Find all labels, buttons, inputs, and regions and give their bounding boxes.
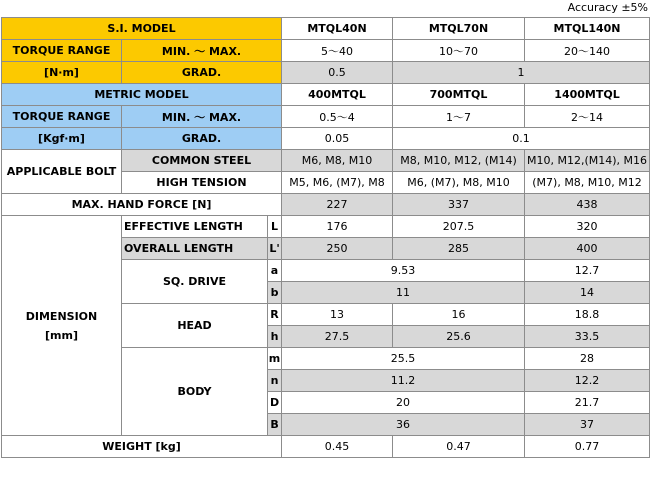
head-label: HEAD bbox=[122, 304, 268, 348]
spec-table bbox=[1, 17, 650, 458]
overall-length-140: 400 bbox=[525, 238, 650, 260]
overall-length-symbol: L' bbox=[268, 238, 282, 260]
si-grad-label: GRAD. bbox=[122, 62, 282, 84]
hand-force-40: 227 bbox=[282, 194, 393, 216]
si-minmax-140: 20～140 bbox=[525, 40, 650, 62]
head-R-40: 13 bbox=[282, 304, 393, 326]
metric-model-1400: 1400MTQL bbox=[525, 84, 650, 106]
body-D-40-70: 20 bbox=[282, 392, 525, 414]
hand-force-140: 438 bbox=[525, 194, 650, 216]
si-minmax-70: 10～70 bbox=[393, 40, 525, 62]
si-model-title: S.I. MODEL bbox=[2, 18, 282, 40]
metric-model-700: 700MTQL bbox=[393, 84, 525, 106]
body-m-symbol: m bbox=[268, 348, 282, 370]
si-minmax-label: MIN. ～ MAX. bbox=[122, 40, 282, 62]
metric-model-row bbox=[2, 84, 650, 106]
common-steel-label: COMMON STEEL bbox=[122, 150, 282, 172]
dimension-title: DIMENSION bbox=[25, 309, 98, 323]
sq-drive-b-symbol: b bbox=[268, 282, 282, 304]
effective-length-row bbox=[2, 216, 650, 238]
high-tension-140: (M7), M8, M10, M12 bbox=[525, 172, 650, 194]
head-h-40: 27.5 bbox=[282, 326, 393, 348]
si-minmax-40: 5～40 bbox=[282, 40, 393, 62]
metric-torque-unit: [Kgf·m] bbox=[2, 128, 122, 150]
si-minmax-row bbox=[2, 40, 650, 62]
head-R-140: 18.8 bbox=[525, 304, 650, 326]
metric-grad-row bbox=[2, 128, 650, 150]
effective-length-symbol: L bbox=[268, 216, 282, 238]
body-m-140: 28 bbox=[525, 348, 650, 370]
body-n-symbol: n bbox=[268, 370, 282, 392]
sq-drive-a-40-70: 9.53 bbox=[282, 260, 525, 282]
body-m-40-70: 25.5 bbox=[282, 348, 525, 370]
weight-70: 0.47 bbox=[393, 436, 525, 458]
body-D-140: 21.7 bbox=[525, 392, 650, 414]
body-B-symbol: B bbox=[268, 414, 282, 436]
head-h-70: 25.6 bbox=[393, 326, 525, 348]
hand-force-row bbox=[2, 194, 650, 216]
hand-force-70: 337 bbox=[393, 194, 525, 216]
weight-140: 0.77 bbox=[525, 436, 650, 458]
sq-drive-b-140: 14 bbox=[525, 282, 650, 304]
body-B-40-70: 36 bbox=[282, 414, 525, 436]
metric-minmax-1400: 2～14 bbox=[525, 106, 650, 128]
head-R-symbol: R bbox=[268, 304, 282, 326]
metric-grad-label: GRAD. bbox=[122, 128, 282, 150]
head-h-symbol: h bbox=[268, 326, 282, 348]
high-tension-70: M6, (M7), M8, M10 bbox=[393, 172, 525, 194]
si-grad-70-140: 1 bbox=[393, 62, 650, 84]
sq-drive-label: SQ. DRIVE bbox=[122, 260, 268, 304]
weight-label: WEIGHT [kg] bbox=[2, 436, 282, 458]
sq-drive-a-140: 12.7 bbox=[525, 260, 650, 282]
accuracy-note: Accuracy ±5% bbox=[567, 1, 648, 14]
body-B-140: 37 bbox=[525, 414, 650, 436]
effective-length-140: 320 bbox=[525, 216, 650, 238]
applicable-bolt-label: APPLICABLE BOLT bbox=[2, 150, 122, 194]
body-D-symbol: D bbox=[268, 392, 282, 414]
si-model-40: MTQL40N bbox=[282, 18, 393, 40]
overall-length-70: 285 bbox=[393, 238, 525, 260]
dimension-label bbox=[2, 216, 122, 436]
sq-drive-b-40-70: 11 bbox=[282, 282, 525, 304]
metric-grad-400: 0.05 bbox=[282, 128, 393, 150]
si-torque-range-label: TORQUE RANGE bbox=[2, 40, 122, 62]
si-model-row bbox=[2, 18, 650, 40]
metric-torque-range-label: TORQUE RANGE bbox=[2, 106, 122, 128]
common-steel-140: M10, M12,(M14), M16 bbox=[525, 150, 650, 172]
bolt-common-row bbox=[2, 150, 650, 172]
body-label: BODY bbox=[122, 348, 268, 436]
metric-grad-700-1400: 0.1 bbox=[393, 128, 650, 150]
si-grad-40: 0.5 bbox=[282, 62, 393, 84]
dimension-unit: [mm] bbox=[45, 328, 78, 342]
weight-row bbox=[2, 436, 650, 458]
weight-40: 0.45 bbox=[282, 436, 393, 458]
metric-model-title: METRIC MODEL bbox=[2, 84, 282, 106]
overall-length-40: 250 bbox=[282, 238, 393, 260]
body-n-140: 12.2 bbox=[525, 370, 650, 392]
body-n-40-70: 11.2 bbox=[282, 370, 525, 392]
metric-minmax-400: 0.5～4 bbox=[282, 106, 393, 128]
hand-force-label: MAX. HAND FORCE [N] bbox=[2, 194, 282, 216]
metric-minmax-label: MIN. ～ MAX. bbox=[122, 106, 282, 128]
si-model-140: MTQL140N bbox=[525, 18, 650, 40]
metric-model-400: 400MTQL bbox=[282, 84, 393, 106]
metric-minmax-row bbox=[2, 106, 650, 128]
si-grad-row bbox=[2, 62, 650, 84]
effective-length-70: 207.5 bbox=[393, 216, 525, 238]
common-steel-40: M6, M8, M10 bbox=[282, 150, 393, 172]
effective-length-label: EFFECTIVE LENGTH bbox=[122, 216, 268, 238]
high-tension-40: M5, M6, (M7), M8 bbox=[282, 172, 393, 194]
high-tension-label: HIGH TENSION bbox=[122, 172, 282, 194]
overall-length-label: OVERALL LENGTH bbox=[122, 238, 268, 260]
head-h-140: 33.5 bbox=[525, 326, 650, 348]
common-steel-70: M8, M10, M12, (M14) bbox=[393, 150, 525, 172]
si-torque-unit: [N·m] bbox=[2, 62, 122, 84]
head-R-70: 16 bbox=[393, 304, 525, 326]
effective-length-40: 176 bbox=[282, 216, 393, 238]
metric-minmax-700: 1～7 bbox=[393, 106, 525, 128]
si-model-70: MTQL70N bbox=[393, 18, 525, 40]
sq-drive-a-symbol: a bbox=[268, 260, 282, 282]
